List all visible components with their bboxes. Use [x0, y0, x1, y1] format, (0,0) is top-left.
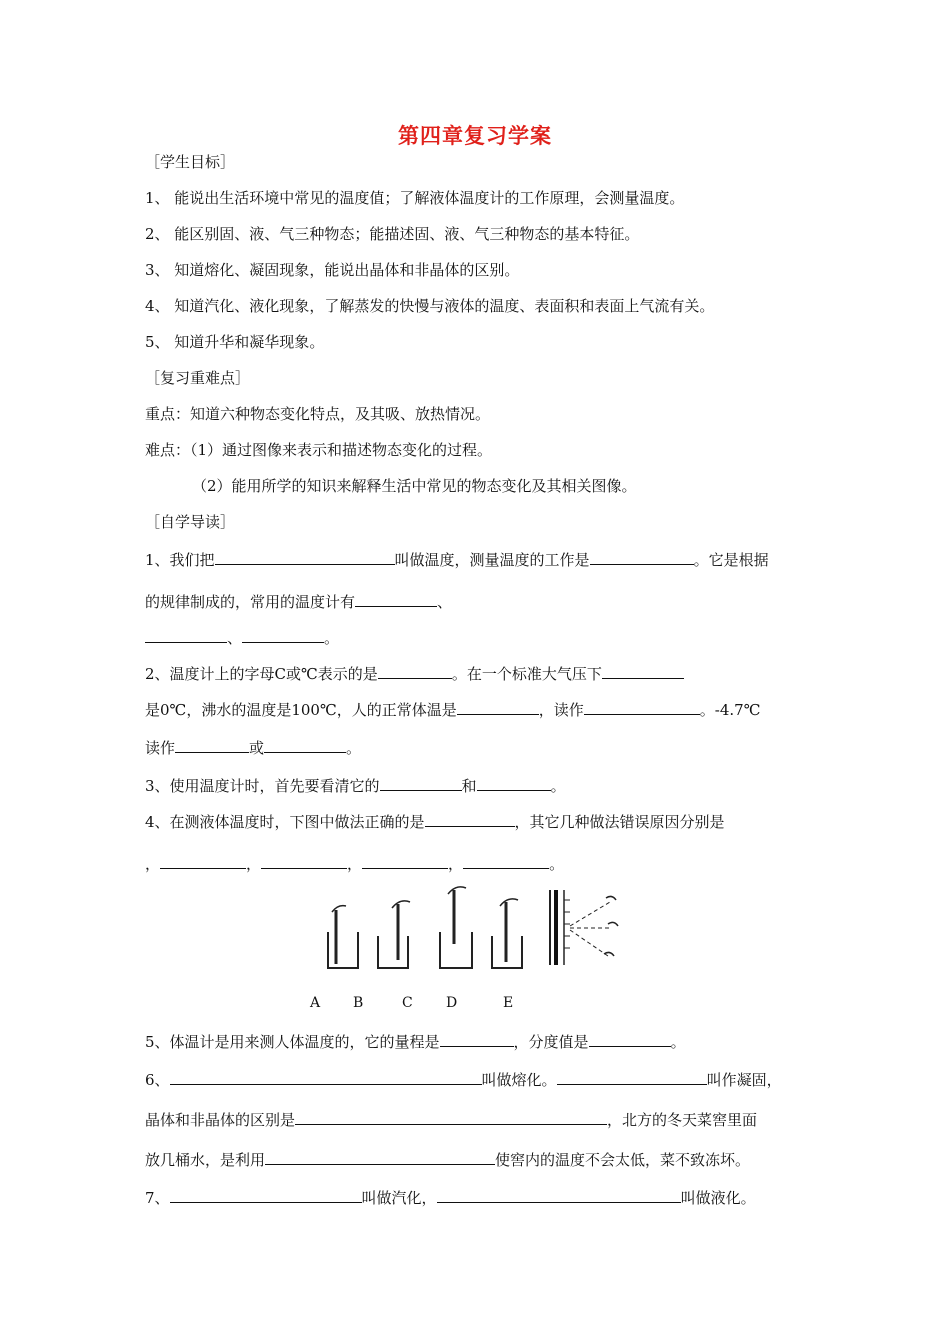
key-point: 重点：知道六种物态变化特点，及其吸、放热情况。 [145, 405, 491, 423]
q4-text-e: ， [347, 855, 363, 873]
question-5 [145, 1030, 686, 1052]
question-4-line-2 [145, 852, 564, 874]
q6-text-a: 6、 [145, 1071, 170, 1089]
figure-label-c: C [402, 995, 413, 1011]
q2-text-g: 或 [249, 739, 265, 757]
q6-blank-3[interactable] [295, 1108, 607, 1125]
q2-text-c: 是0℃，沸水的温度是100℃，人的正常体温是 [145, 701, 457, 719]
q7-text-c: 叫做液化。 [680, 1189, 756, 1207]
q1-blank-4[interactable] [145, 626, 227, 643]
q2-blank-4[interactable] [584, 698, 700, 715]
question-1-line-1 [145, 548, 769, 570]
q6-blank-2[interactable] [557, 1068, 707, 1085]
figure-label-e: E [503, 995, 514, 1011]
difficult-point-1: 难点：（1）通过图像来表示和描述物态变化的过程。 [145, 441, 493, 459]
q4-text-g: 。 [549, 855, 565, 873]
q1-blank-2[interactable] [590, 548, 694, 565]
q5-text-b: ，分度值是 [513, 1033, 589, 1051]
q7-text-a: 7、 [145, 1189, 170, 1207]
q4-text-a: 4、在测液体温度时，下图中做法正确的是 [145, 813, 425, 831]
q4-text-d: ， [246, 855, 262, 873]
thermometer-beaker-figure [320, 880, 620, 975]
question-3 [145, 774, 566, 796]
q2-blank-3[interactable] [457, 698, 539, 715]
q2-text-d: ，读作 [538, 701, 584, 719]
question-7 [145, 1186, 756, 1208]
figure-label-d: D [446, 995, 458, 1011]
q5-blank-2[interactable] [589, 1030, 671, 1047]
question-4-line-1 [145, 810, 725, 832]
q1-blank-5[interactable] [242, 626, 324, 643]
question-2-line-3 [145, 736, 361, 758]
q6-text-d: 晶体和非晶体的区别是 [145, 1111, 296, 1129]
q1-text-f: 、 [227, 629, 243, 647]
q1-blank-3[interactable] [355, 590, 437, 607]
q1-text-b: 叫做温度，测量温度的工作是 [394, 551, 590, 569]
q6-text-f: 放几桶水，是利用 [145, 1151, 266, 1169]
q2-blank-6[interactable] [264, 736, 346, 753]
q3-text-a: 3、使用温度计时，首先要看清它的 [145, 777, 380, 795]
q2-blank-1[interactable] [378, 662, 452, 679]
q4-blank-2[interactable] [160, 852, 246, 869]
goal-item-5: 5、 知道升华和凝华现象。 [145, 333, 325, 351]
q3-blank-1[interactable] [380, 774, 462, 791]
question-2-line-2 [145, 698, 760, 720]
q1-text-e: 、 [437, 593, 453, 611]
q2-text-h: 。 [346, 739, 362, 757]
q6-blank-1[interactable] [170, 1068, 482, 1085]
q5-text-c: 。 [670, 1033, 686, 1051]
beaker-a-icon [328, 906, 358, 968]
q4-blank-5[interactable] [463, 852, 549, 869]
question-6-line-3 [145, 1148, 750, 1170]
q7-text-b: 叫做汽化， [361, 1189, 437, 1207]
q7-blank-1[interactable] [170, 1186, 362, 1203]
q5-blank-1[interactable] [440, 1030, 514, 1047]
q4-blank-1[interactable] [425, 810, 515, 827]
q2-text-f: 读作 [145, 739, 176, 757]
question-1-line-3 [145, 626, 339, 648]
q1-text-c: 。它是根据 [693, 551, 769, 569]
goal-item-2: 2、 能区别固、液、气三种物态；能描述固、液、气三种物态的基本特征。 [145, 225, 640, 243]
page-title: 第四章复习学案 [398, 123, 552, 148]
q3-text-c: 。 [550, 777, 566, 795]
q1-text-g: 。 [324, 629, 340, 647]
q3-text-b: 和 [461, 777, 477, 795]
q4-blank-4[interactable] [362, 852, 448, 869]
figure-label-a: A [310, 995, 321, 1011]
q4-text-c: ， [145, 855, 161, 873]
goal-item-3: 3、 知道熔化、凝固现象，能说出晶体和非晶体的区别。 [145, 261, 520, 279]
q2-blank-5[interactable] [175, 736, 249, 753]
beaker-b-icon [378, 901, 410, 968]
q2-text-a: 2、温度计上的字母C或℃表示的是 [145, 665, 378, 683]
q4-text-f: ， [448, 855, 464, 873]
thermometer-reading-e-icon [550, 890, 618, 965]
section-heading-key: ［复习重难点］ [145, 369, 251, 387]
q1-text-d: 的规律制成的，常用的温度计有 [145, 593, 356, 611]
q6-blank-4[interactable] [265, 1148, 495, 1165]
question-6-line-2 [145, 1108, 757, 1130]
q7-blank-2[interactable] [437, 1186, 681, 1203]
question-1-line-2 [145, 590, 452, 612]
q6-text-c: 叫作凝固， [706, 1071, 782, 1089]
section-heading-self-study: ［自学导读］ [145, 513, 236, 531]
q1-blank-1[interactable] [215, 548, 395, 565]
question-6-line-1 [145, 1068, 782, 1090]
q2-text-b: 。在一个标准大气压下 [451, 665, 602, 683]
q6-text-b: 叫做熔化。 [481, 1071, 557, 1089]
q6-text-g: 使窖内的温度不会太低，菜不致冻坏。 [495, 1151, 751, 1169]
figure-label-b: B [353, 995, 364, 1011]
goal-item-1: 1、 能说出生活环境中常见的温度值；了解液体温度计的工作原理，会测量温度。 [145, 189, 685, 207]
question-2-line-1 [145, 662, 684, 684]
difficult-point-2: （2）能用所学的知识来解释生活中常见的物态变化及其相关图像。 [192, 477, 637, 495]
beaker-c-icon [440, 887, 472, 968]
q5-text-a: 5、体温计是用来测人体温度的，它的量程是 [145, 1033, 440, 1051]
q2-text-e: 。-4.7℃ [699, 701, 761, 719]
q6-text-e: ，北方的冬天菜窖里面 [607, 1111, 758, 1129]
q4-text-b: ，其它几种做法错误原因分别是 [514, 813, 725, 831]
q3-blank-2[interactable] [477, 774, 551, 791]
beaker-d-icon [492, 899, 522, 968]
section-heading-goals: ［学生目标］ [145, 153, 236, 171]
goal-item-4: 4、 知道汽化、液化现象，了解蒸发的快慢与液体的温度、表面积和表面上气流有关。 [145, 297, 715, 315]
q2-blank-2[interactable] [602, 662, 684, 679]
q4-blank-3[interactable] [261, 852, 347, 869]
q1-text-a: 1、我们把 [145, 551, 215, 569]
